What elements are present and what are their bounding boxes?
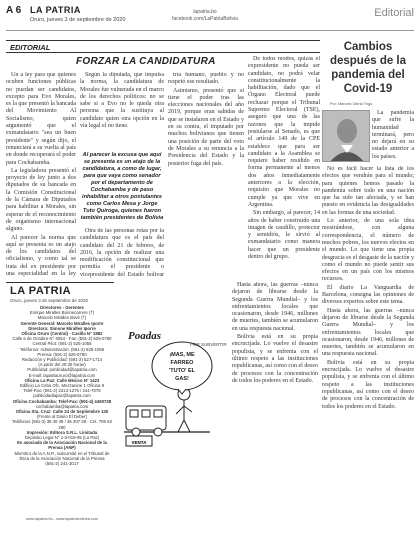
author-photo (322, 110, 370, 162)
staff-line: (Frente al Diario El Deber) (36, 414, 88, 420)
staff-line: (591-2) 241-3017 (45, 461, 79, 467)
editorial-label: EDITORIAL (6, 40, 320, 53)
opinion-byline: Por: Marcelo Ostria Trigo (330, 102, 373, 106)
opinion-column (322, 166, 414, 530)
paragraph: Bolivia está en su propia encrucijada. Lo vuelve el desastre populista, y se enfrenta con el último respeto a las instituciones republicanas, así como con el deseo de procesos con la concentración de todos los poderes en el Estado. (232, 334, 318, 384)
staff-line: Telef-Fax: (591-2) 2313-1275 / 244-7078 (23, 388, 101, 394)
paragraph: Hasta ahora, las guerras –nunca dejaron de librarse desde la Segunda Guerra Mundial– y los enfrentamientos locales que ocasionaron, desde 1946, millones de muertes, también se acumularon en una respuesta nacional. (232, 282, 318, 332)
author-portrait-icon (323, 111, 370, 162)
bubble-line: 'TUTO' EL (168, 368, 196, 374)
staff-list (10, 305, 114, 466)
staff-line: cochabamba@lapatria.com (35, 403, 89, 409)
paragraph: Lo anterior, de una sola idea mostrándose, con alguna correspondencia, el número de muchos pobres, los nuevos efectos en el mundo. Lo que tiene una propia desgracia es el desgaste de la nación y como el mundo no puede sentir sus efectos en un país con los mismos recursos. (322, 218, 414, 283)
paragraph: Bolivia está en su propia encrucijada. Lo vuelve el desastre populista, y se enfrenta con el último respeto a las instituciones republicanas, así como con el deseo de procesos con la concentración de todos los poderes en el Estado. (322, 359, 414, 410)
editorial-column-4 (248, 56, 320, 278)
staff-line: Teléfonos (591-3) 35 40 48 / 35 307 28 - Cel. 708 53 290 (12, 419, 112, 430)
staff-line: Calle 6 de Octubre N° 6054 - Fax: (591-2) 525-0780 (12, 336, 112, 342)
info-date: Oruro, jueves 3 de septiembre de 2020 (10, 298, 89, 303)
paragraph: Hasta ahora, las guerras –nunca dejaron de librarse desde la Segunda Guerra Mundial– y los enfrentamientos locales que ocasionaron, desde 1946, millones de muertes, también se acumularon en una respuesta nacional. (322, 307, 414, 358)
paragraph: No es fácil hacer la lista de los efectos que vendrán para el mundo; para quienes hemos pasado la pandemia sobre todo en una nación que ha sido tan afectada, y se han puesto en evidencia las desigualdades en las formas de una sociedad. (322, 166, 414, 216)
staff-line: Depósito Legal N° 1-3-019-95 (La Paz) (24, 435, 100, 441)
header-site (160, 9, 250, 23)
staff-line: Redacción y Publicidad: (591-2) 527-1714 (21, 357, 103, 363)
page-header (6, 3, 414, 31)
staff-line: Enrique Miralles Bonnecarrere (†) (29, 310, 95, 316)
staff-line: Marcelo Miralles Bové (†) (37, 315, 87, 321)
info-website: www.lapatria.bo - www.lapatriaenlinea.com (25, 517, 99, 521)
editorial-title: FORZAR LA CANDIDATURA (76, 56, 216, 67)
paragraph: Un a ley para que quienes ocuben funciones públicas no puedan ser candidatos, excepto para Evo Morales, es la que presentó la bancada del Movimiento Al Socialismo, quien argumentó que el exmandatario "sea un buen presidente" y según dijo, el renunciará a su vuelta al país en donde recuperará el poder para Cochabamba. (6, 72, 76, 166)
bubble-line: ¡MAS, ME (169, 352, 195, 358)
opinion-title: Cambios después de la pandemia del Covid-19 (329, 41, 407, 95)
paragraph: Sin embargo, al parecer, 14 años de haber construido una imagen de caudillo, protector y semidiós, le sirvió al exmandatario como manera hacer que un presidente dentro del grupo. (248, 210, 320, 261)
staff-line: Directora: Simone Miralles Iporre (28, 325, 96, 331)
cartoon-signature: Poadas (128, 330, 161, 342)
section-label: Editorial (374, 7, 414, 19)
staff-line: Oficina Sta. Cruz: Calle 24 de Septiembre 130 (15, 409, 109, 415)
staff-line: Edificio La Ceba Ofc. Mezzanine 1 Oficina 8 (19, 383, 105, 389)
staff-line: Impresión: Editora S.R.L. Limitada (26, 429, 98, 435)
bubble-line: GAS! (175, 376, 189, 382)
staff-line: (A partir del 20:30 horas) (38, 362, 86, 368)
paragraph: De todos modos, quizás el expresidente no pueda ser candidato, no podrá velar constitucionalmente la habilitación, dado que el Órgano Electoral puede rechazar porque el Tribunal Supremo Electoral (TSE), aseguró que una de las razones que la impide postularse al Senado, es que el artículo 149 de la CPE establece que para ser candidato a la Asamblea se requiere haber residido en forma permanente al menos dos años inmediatamente anteriores a la elección, requisito que Morales no cumple ya que vive en Argentina. (248, 56, 320, 208)
site-line: facebook.com/LaPatriaBolivia (172, 16, 238, 22)
bubble-line: FARREO (170, 360, 194, 366)
cartoon (116, 336, 218, 456)
page-number: A 6 (6, 5, 22, 16)
editorial-column-3 (168, 72, 244, 278)
staff-line: Miembro de la A.N.P., subcomité en el Tribunal de Ética de la Asociación Nacional de la Prensa (14, 450, 110, 461)
staff-line: publicidadlapaz@lapatria.com (33, 393, 91, 399)
staff-line: Gerente General: Marcelo Miralles Iporre (20, 320, 104, 326)
staff-line: Directores - Gerentes (40, 305, 84, 310)
cartoon-text-layer (116, 336, 218, 456)
site-line: lapatria.bo (193, 9, 217, 15)
paragraph: La legisladora presentó el proyecto de ley junto a dos diputados de su bancada en la Comisión Constitucional de la Cámara de Diputados para habilitar a Morales, sin esperar de el reconocimiento de organismo internacional alguno. (6, 167, 76, 233)
cartoon-credit: POR SUBVERTIR (190, 342, 227, 347)
paragraph: Según la diputada, que impulsa la norma, la candidatura de Morales fue vulnerada en el marco de los derechos políticos: no se sabe si a Evo no le queda otra persona que la sustituya al candidato quien otra opción en la vía legal el no tiene. (80, 72, 164, 130)
editorial-column-2-top (80, 72, 164, 148)
publisher-info-box (6, 282, 114, 528)
staff-line: Prensa: (591-2) 525-0780 (37, 351, 87, 357)
staff-line: Es asociada de la Asociación Nacional de la Prensa (ANP) (17, 440, 107, 451)
issue-date: Oruro, jueves 3 de septiembre de 2020 (30, 17, 126, 23)
editorial-column-2-bottom (80, 228, 164, 278)
info-logo: LA PATRIA (10, 285, 72, 297)
paragraph: tría humano, pueblo y no respetó ese resultado. (168, 72, 244, 86)
pull-quote: Al parecer la excusa que aquí se presenta es un atajo de la candidatura, a como de lugar, para que vaya como senador por el departamento de Cochabamba y de paso inhabilitar a otros postulantes como Carlos Mesa y Jorge Tuto Quiroga, quienes fueron también presidentes de Bolivia (80, 152, 164, 221)
sign-text: VENTA (131, 440, 147, 445)
paragraph: El diario La Vanguardia de Barcelona, consigna las opiniones de diversos expertos sobre este tema. (322, 284, 414, 306)
paragraph: Al parecer la norma que aquí se presenta es un atajo de los candidatos del oficialismo, y como tal se trata del ex presidente por una especialidad en la ley (6, 234, 76, 278)
editorial-column-1 (6, 72, 76, 278)
staff-line: Central Pilot: (591-2) 525-1055 (32, 341, 92, 347)
paragraph: Asimismo, presentó que si tiene el poder tras las elecciones nacionales del año 2019, porque eran sabidas de que se instalaron en el Estado y en su contra, el imputado por muchos bolivianos que tienen una posición de parte del voto de Morales a su renuncia a la Presidencia del Estado y la posterior fuga del país. (168, 87, 244, 167)
staff-line: Oficina Oruro (Central) - Casilla N° 1882 (21, 331, 103, 337)
staff-line: Teléfonos: Administración: (591-2) 525-1055 (19, 346, 105, 352)
staff-line: Publicidad: publicidad@lapatria.com (27, 367, 97, 373)
staff-line: E-mail: lapatriaoruro@lapatria.com (28, 372, 96, 378)
opinion-continuation (232, 282, 318, 530)
editorial-article (6, 40, 320, 280)
masthead: LA PATRIA (30, 5, 81, 15)
staff-line: Oficina La Paz: Calle México N° 1423 (24, 377, 100, 383)
opinion-column-intro (372, 110, 414, 162)
paragraph: La pandemia que sufre la humanidad terminará, pero no dejará en su estado anterior a los países. (372, 110, 414, 160)
paragraph: Otra de las personas rotas por la candidatura que es el país del candidato del 21 de febrero, de 2016, la opción de realizar una modificación constitucional que permitía el presidente o vicepresidente del Estado bolivar (80, 228, 164, 278)
staff-line: Oficina Cochabamba: Telef-Fax: (591-4) 4450728 (12, 398, 112, 404)
